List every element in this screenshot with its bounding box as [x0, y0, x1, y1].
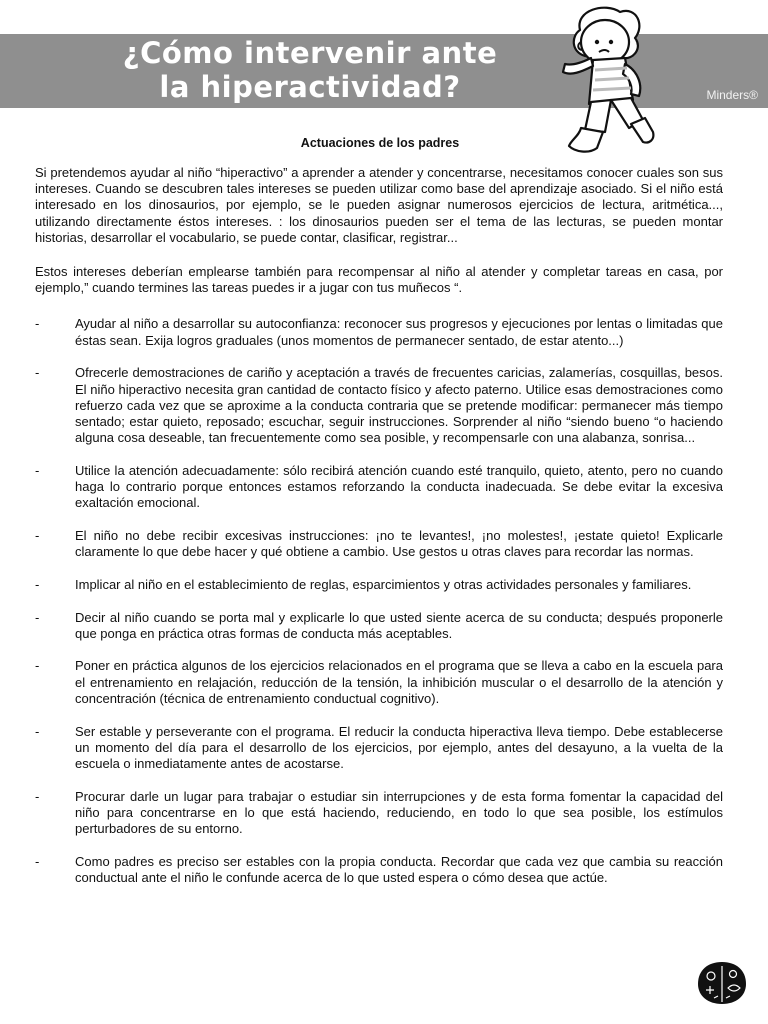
brand-name: Minders® — [706, 88, 758, 102]
page-title-line-2: la hiperactividad? — [159, 70, 461, 104]
advice-list — [35, 316, 723, 886]
list-item-text: Ayudar al niño a desarrollar su autoconfianza: reconocer sus progresos y ejecuciones por lentas o limitadas que éstas sean. Exija logros graduales (unos momentos de permanecer sentado, de estar atento...) — [75, 316, 723, 348]
bullet-marker: - — [35, 527, 40, 543]
brain-logo-icon — [694, 960, 750, 1006]
page-title-line-1: ¿Cómo intervenir ante — [122, 36, 498, 70]
bullet-marker: - — [35, 576, 40, 592]
list-item — [35, 610, 723, 642]
list-item-text: Decir al niño cuando se porta mal y explicarle lo que usted siente acerca de su conducta; después proponerle que ponga en práctica otras formas de conducta más aceptables. — [75, 609, 723, 641]
bullet-marker: - — [35, 723, 40, 739]
intro-paragraph-1: Si pretendemos ayudar al niño “hiperactivo” a aprender a atender y concentrarse, necesitamos conocer cuales son sus intereses. Cuando se descubren tales intereses se pueden utilizar como base del aprendizaje asociado. Si el niño está interesado en los dinosaurios, por ejemplo, se le pueden asignar numerosos ejercicios de lectura, aritmética..., utilizando directamente éstos intereses. : los dinosaurios pueden ser el tema de las lecturas, se pueden montar historias, desarrollar el vocabulario, se puede contar, clasificar, registrar... — [35, 165, 723, 245]
list-item-text: Como padres es preciso ser estables con la propia conducta. Recordar que cada vez que cambia su reacción conductual ante el niño le confunde acerca de lo que usted espera o cómo desea que actúe. — [75, 853, 723, 885]
bullet-marker: - — [35, 462, 40, 478]
list-item — [35, 658, 723, 707]
document-body — [35, 165, 723, 903]
list-item-text: El niño no debe recibir excesivas instrucciones: ¡no te levantes!, ¡no molestes!, ¡estate quieto! Explicarle claramente lo que debe hacer y qué obtiene a cambio. Use gestos u otras claves para recordar las normas. — [75, 527, 723, 560]
list-item-text: Ser estable y perseverante con el programa. El reducir la conducta hiperactiva lleva tiempo. Debe establecerse un momento del día para el desarrollo de los ejercicios, por ejemplo, antes del desayuno, a la vuelta de la escuela o inmediatamente antes de acostarse. — [75, 723, 723, 771]
section-subtitle: Actuaciones de los padres — [300, 136, 460, 150]
bullet-marker: - — [35, 788, 40, 804]
list-item-text: Poner en práctica algunos de los ejercicios relacionados en el programa que se lleva a cabo en la escuela para el entrenamiento en relajación, reducción de la tensión, la inhibición muscular o el desarrollo de la atención y concentración (técnica de entrenamiento conductual cognitivo). — [75, 658, 723, 706]
list-item-text: Implicar al niño en el establecimiento de reglas, esparcimientos y otras actividades personales y familiares. — [75, 576, 692, 592]
list-item-text: Ofrecerle demostraciones de cariño y aceptación a través de frecuentes caricias, zalamerías, cosquillas, besos. El niño hiperactivo necesita gran cantidad de contacto físico y afecto paterno. Utilice esas demostraciones como refuerzo cada vez que se aproxime a la conducta contraria que se pretende modificar: permanecer más tiempo sentado; estar quieto, reposado; escuchar, seguir instrucciones. Sorprender al niño “siendo bueno “o haciendo alguna cosa deseable, tan frecuentemente como sea posible, y recompensarle con una alabanza, sonrisa... — [75, 365, 723, 446]
list-item — [35, 577, 723, 593]
list-item — [35, 463, 723, 512]
list-item — [35, 854, 723, 886]
bullet-marker: - — [35, 365, 40, 381]
bullet-marker: - — [35, 853, 40, 869]
intro-paragraph-2: Estos intereses deberían emplearse también para recompensar al niño al atender y completar tareas en casa, por ejemplo,” cuando termines las tareas puedes ir a jugar con tus muñecos “. — [35, 264, 723, 296]
list-item — [35, 365, 723, 446]
list-item — [35, 724, 723, 773]
list-item — [35, 528, 723, 560]
bullet-marker: - — [35, 316, 40, 332]
bullet-marker: - — [35, 658, 40, 674]
list-item-text: Procurar darle un lugar para trabajar o estudiar sin interrupciones y de esta forma fomentar la capacidad del niño para concentrarse en lo que está haciendo, reduciendo, en todo lo que sea posible, los estímulos perturbadores de su entorno. — [75, 788, 723, 837]
list-item — [35, 789, 723, 838]
bullet-marker: - — [35, 609, 40, 625]
list-item — [35, 316, 723, 348]
page-title — [0, 36, 620, 104]
list-item-text: Utilice la atención adecuadamente: sólo recibirá atención cuando esté tranquilo, quieto, atento, pero no cuando haga lo contrario porque entonces estamos reforzando la conducta inadecuada. Se debe evitar la excesiva exaltación emocional. — [75, 462, 723, 511]
